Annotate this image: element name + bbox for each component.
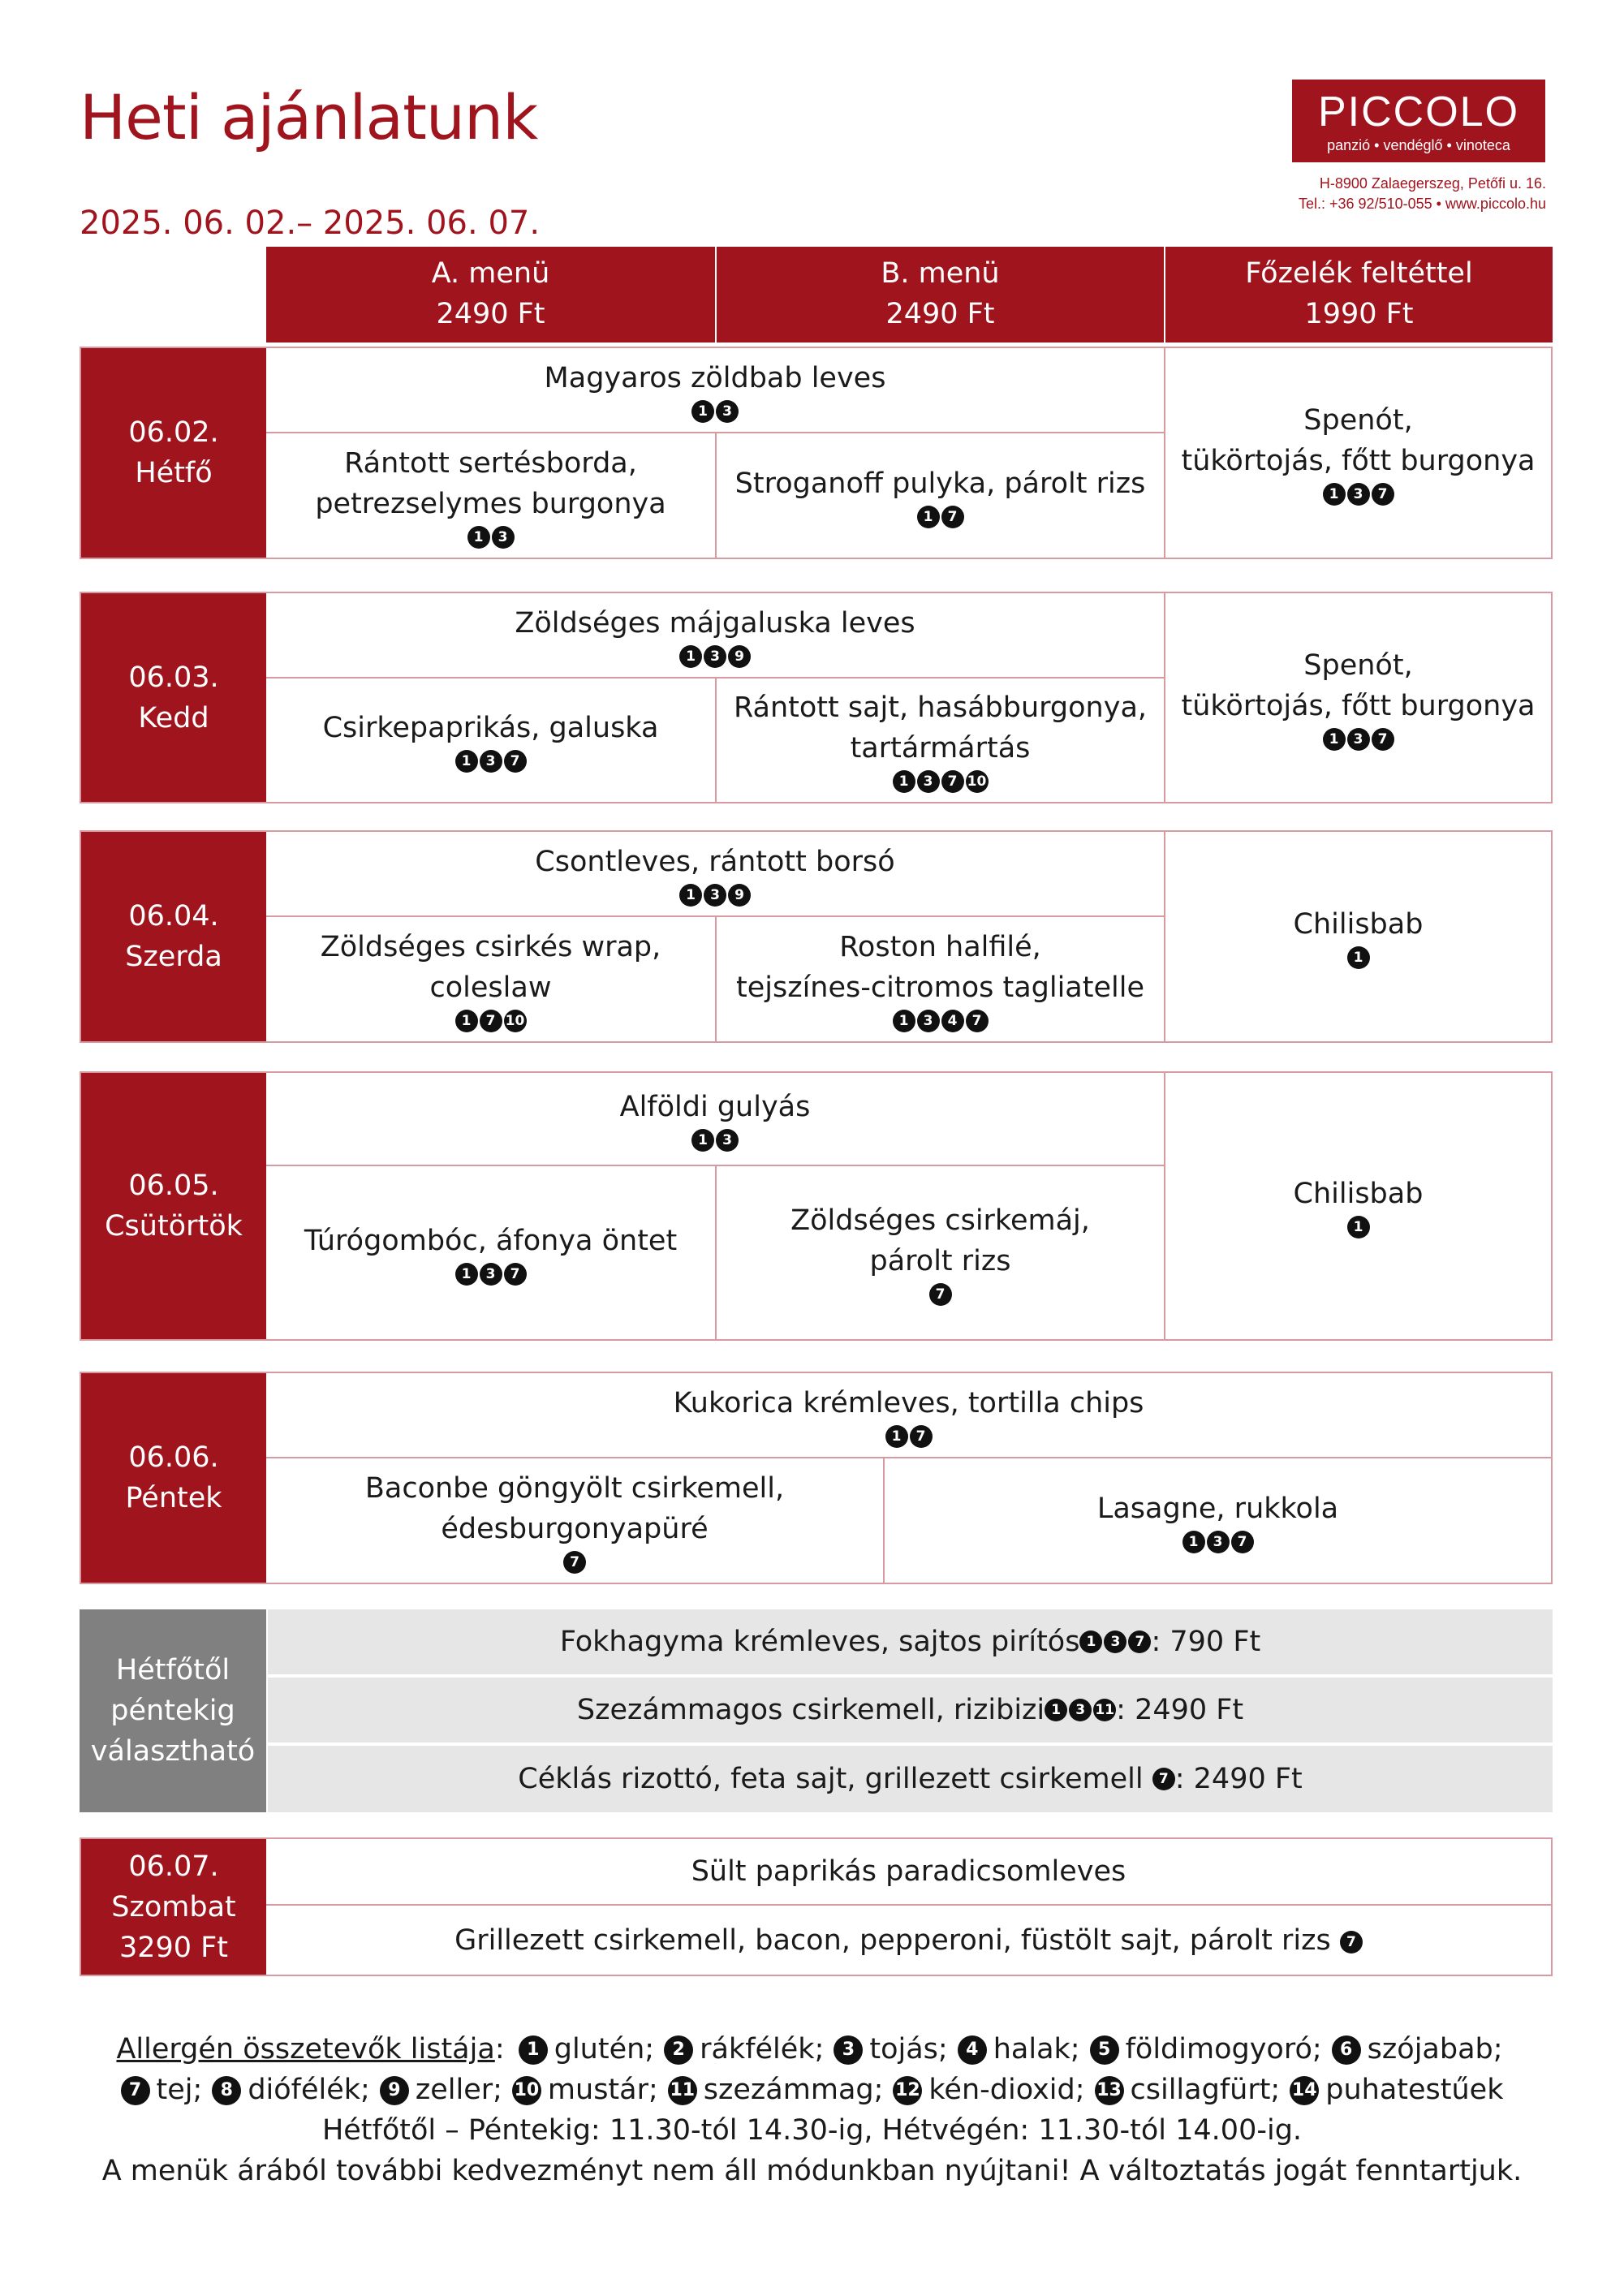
allergen-badges <box>455 1263 527 1286</box>
main-name: Grillezett csirkemell, bacon, pepperoni, füstölt sajt, párolt rizs <box>454 1923 1331 1957</box>
soup-name: Magyaros zöldbab leves <box>544 361 886 394</box>
legend-item <box>893 2074 1084 2106</box>
logo-name: PICCOLO <box>1317 88 1520 136</box>
address-block <box>1299 174 1546 214</box>
allergen-badges <box>1323 483 1394 506</box>
allergen-badges <box>212 2076 241 2105</box>
legend-item <box>958 2033 1080 2066</box>
weekly-item-price: : 2490 Ft <box>1116 1694 1244 1726</box>
allergen-badges <box>668 2076 697 2105</box>
allergen-badge: 3 <box>492 526 515 549</box>
legend-item <box>668 2074 884 2106</box>
allergen-badge: 7 <box>966 1010 989 1032</box>
dish-line: párolt rizs <box>869 1244 1011 1277</box>
allergen-badge: 1 <box>455 750 478 773</box>
allergen-badges <box>1347 946 1370 969</box>
allergen-badge: 3 <box>917 770 940 793</box>
weekly-selection <box>80 1609 1553 1812</box>
day-block <box>80 347 1553 559</box>
dish-line: Spenót, <box>1303 404 1413 437</box>
day-name: Kedd <box>138 701 209 734</box>
column-header-a <box>266 247 715 342</box>
legend-item-name: földimogyoró; <box>1125 2033 1322 2066</box>
legend-item-name: kén-dioxid; <box>928 2074 1085 2106</box>
allergen-badge: 3 <box>1347 483 1370 506</box>
allergen-badge: 3 <box>704 645 726 668</box>
dish-line: Chilisbab <box>1293 1178 1424 1210</box>
soup-name: Alföldi gulyás <box>619 1090 811 1123</box>
legend-item-name: szezámmag; <box>703 2074 884 2106</box>
legend-item <box>664 2033 824 2066</box>
day-date: 06.03. <box>128 661 219 694</box>
allergen-badges <box>679 884 751 907</box>
legend-item-name: puhatestűek <box>1325 2074 1504 2106</box>
legend-item <box>212 2074 370 2106</box>
weekly-item-name: Céklás rizottó, feta sajt, grillezett csirkemell <box>518 1763 1152 1795</box>
soup-name: Csontleves, rántott borsó <box>535 845 895 878</box>
allergen-badges <box>1095 2076 1124 2105</box>
dish-line: Csirkepaprikás, galuska <box>322 712 659 744</box>
discount-notice: A menük árából további kedvezményt nem áll módunkban nyújtani! A változtatás jogát fenntartjuk. <box>101 2155 1523 2187</box>
legend-item-name: glutén; <box>554 2033 655 2066</box>
allergen-badge: 1 <box>893 770 915 793</box>
allergen-badge: 1 <box>455 1263 478 1286</box>
column-name: Főzelék feltéttel <box>1245 257 1473 290</box>
allergen-badge: 7 <box>121 2076 150 2105</box>
allergen-badge: 7 <box>910 1425 933 1448</box>
allergen-badge: 9 <box>380 2076 409 2105</box>
allergen-badge: 2 <box>664 2035 693 2065</box>
saturday-block <box>80 1837 1553 1976</box>
allergen-badge: 1 <box>1347 1216 1370 1238</box>
allergen-badges <box>455 1010 527 1032</box>
allergen-badge: 7 <box>1231 1531 1254 1553</box>
menu-a-cell <box>266 678 715 802</box>
dish-line: petrezselymes burgonya <box>315 487 666 520</box>
allergen-badge: 1 <box>1045 1699 1067 1721</box>
day-date: 06.02. <box>128 416 219 449</box>
legend-item-name: szójabab; <box>1367 2033 1503 2066</box>
allergen-badges <box>519 2035 548 2065</box>
day-label <box>81 1373 266 1583</box>
day-price: 3290 Ft <box>118 1931 229 1964</box>
legend-item <box>1332 2033 1503 2066</box>
allergen-badge: 5 <box>1090 2035 1119 2065</box>
allergen-badge: 1 <box>679 884 702 907</box>
menu-c-cell <box>1165 593 1551 802</box>
allergen-badge: 7 <box>929 1283 952 1306</box>
legend-item-name: mustár; <box>547 2074 658 2106</box>
allergen-badges <box>1090 2035 1119 2065</box>
column-name: B. menü <box>881 257 1000 290</box>
allergen-badge: 1 <box>1079 1630 1102 1653</box>
allergen-badge: 1 <box>467 526 490 549</box>
legend-item <box>834 2033 947 2066</box>
weekly-label-line: Hétfőtől <box>115 1654 230 1686</box>
menu-b-cell <box>717 917 1164 1041</box>
logo-tagline: panzió • vendéglő • vinoteca <box>1327 137 1510 153</box>
allergen-badges <box>1347 1216 1370 1238</box>
weekly-label <box>80 1609 266 1812</box>
weekly-item <box>268 1609 1553 1674</box>
menu-c-cell <box>1165 832 1551 1041</box>
dish-line: Roston halfilé, <box>839 930 1041 963</box>
menu-a-cell <box>266 917 715 1041</box>
allergen-badges <box>929 1283 952 1306</box>
date-range: 2025. 06. 02.– 2025. 06. 07. <box>80 205 541 242</box>
legend-item-name: tej; <box>156 2074 203 2106</box>
menu-b-cell <box>717 678 1164 802</box>
column-price: 1990 Ft <box>1304 298 1414 330</box>
weekly-item-price: : 790 Ft <box>1151 1626 1261 1658</box>
allergen-badge: 1 <box>691 400 714 423</box>
allergen-badges <box>679 645 751 668</box>
column-price: 2490 Ft <box>436 298 545 330</box>
column-price: 2490 Ft <box>885 298 995 330</box>
allergen-badge: 7 <box>941 506 964 528</box>
allergen-badges <box>512 2076 541 2105</box>
allergen-badge: 1 <box>691 1129 714 1152</box>
soup-cell <box>266 593 1164 677</box>
dish-line: Spenót, <box>1303 648 1413 682</box>
allergen-badges <box>1290 2076 1319 2105</box>
logo <box>1292 80 1545 162</box>
allergen-badge: 7 <box>504 1263 527 1286</box>
menu-a-cell <box>266 1166 715 1339</box>
day-date: 06.06. <box>128 1441 219 1474</box>
allergen-badges <box>893 2076 922 2105</box>
soup-name: Sült paprikás paradicsomleves <box>691 1855 1126 1888</box>
allergen-badges <box>1045 1699 1116 1721</box>
allergen-badge: 9 <box>728 645 751 668</box>
allergen-badge: 3 <box>716 1129 739 1152</box>
menu-a-cell <box>266 433 715 558</box>
allergen-badge: 7 <box>941 770 964 793</box>
allergen-badge: 7 <box>504 750 527 773</box>
day-block <box>80 592 1553 803</box>
legend-item <box>519 2033 654 2066</box>
day-date: 06.05. <box>128 1170 219 1202</box>
dish-line: tükörtojás, főtt burgonya <box>1181 689 1536 722</box>
legend-item <box>512 2074 658 2106</box>
dish-line: tartármártás <box>850 732 1031 765</box>
weekly-item-name: Fokhagyma krémleves, sajtos pirítós <box>559 1626 1080 1658</box>
allergen-badge: 3 <box>480 1263 502 1286</box>
allergen-badge: 3 <box>917 1010 940 1032</box>
weekly-item-name: Szezámmagos csirkemell, rizibizi <box>576 1694 1045 1726</box>
weekly-item <box>268 1746 1553 1812</box>
day-name: Péntek <box>125 1482 222 1514</box>
legend-item-name: zeller; <box>415 2074 502 2106</box>
allergen-badge: 7 <box>1372 728 1394 751</box>
dish-line: édesburgonyapüré <box>441 1512 709 1545</box>
allergen-badge: 10 <box>512 2076 541 2105</box>
legend-item-name: csillagfürt; <box>1130 2074 1281 2106</box>
allergen-badge: 1 <box>893 1010 915 1032</box>
dish-line: tükörtojás, főtt burgonya <box>1181 445 1536 477</box>
allergen-badges <box>1340 1931 1363 1954</box>
day-name: Csütörtök <box>105 1210 243 1243</box>
contact: Tel.: +36 92/510-055 • www.piccolo.hu <box>1299 196 1546 212</box>
legend-item-name: tojás; <box>869 2033 948 2066</box>
day-name: Hétfő <box>135 457 213 489</box>
allergen-badge: 7 <box>480 1010 502 1032</box>
allergen-badge: 13 <box>1095 2076 1124 2105</box>
allergen-badges <box>1182 1531 1254 1553</box>
legend-item-name: halak; <box>993 2033 1080 2066</box>
menu-b-cell <box>717 1166 1164 1339</box>
day-block <box>80 830 1553 1043</box>
allergen-badges <box>563 1551 586 1574</box>
weekly-item <box>268 1678 1553 1742</box>
allergen-badge: 1 <box>679 645 702 668</box>
allergen-badge: 1 <box>519 2035 548 2065</box>
menu-c-cell <box>1165 1073 1551 1339</box>
allergen-badge: 3 <box>1347 728 1370 751</box>
day-name: Szombat <box>111 1890 236 1923</box>
allergen-badges <box>834 2035 863 2065</box>
allergen-badge: 9 <box>728 884 751 907</box>
allergen-badges <box>455 750 527 773</box>
dish-line: tejszínes-citromos tagliatelle <box>735 971 1144 1004</box>
day-label <box>81 1839 266 1975</box>
dish-line: Rántott sertésborda, <box>344 446 637 480</box>
dish-line: Zöldséges csirkés wrap, <box>320 930 661 963</box>
weekly-label-line: választható <box>90 1735 256 1768</box>
allergen-badges <box>664 2035 693 2065</box>
allergen-badge: 3 <box>1104 1630 1126 1653</box>
allergen-badges <box>1152 1768 1175 1790</box>
allergen-badges <box>893 1010 989 1032</box>
allergen-badges <box>691 400 739 423</box>
legend-item <box>121 2074 203 2106</box>
allergen-badge: 4 <box>958 2035 987 2065</box>
allergen-badges <box>467 526 515 549</box>
page-title: Heti ajánlatunk <box>80 81 538 153</box>
menu-a-cell <box>266 1458 883 1583</box>
allergen-badge: 10 <box>966 770 989 793</box>
weekly-item-price: : 2490 Ft <box>1174 1763 1303 1795</box>
soup-cell <box>266 1839 1551 1904</box>
soup-cell <box>266 1073 1164 1165</box>
soup-name: Zöldséges májgaluska leves <box>515 606 915 640</box>
allergen-badge: 6 <box>1332 2035 1361 2065</box>
dish-line: Rántott sajt, hasábburgonya, <box>733 691 1148 724</box>
dish-line: Chilisbab <box>1293 908 1424 941</box>
allergen-badges <box>1323 728 1394 751</box>
allergen-badge: 3 <box>716 400 739 423</box>
menu-c-cell <box>1165 348 1551 558</box>
dish-line: Túrógombóc, áfonya öntet <box>304 1224 678 1257</box>
day-name: Szerda <box>125 941 222 973</box>
column-name: A. menü <box>431 257 550 290</box>
day-date: 06.04. <box>128 900 219 933</box>
allergen-badge: 1 <box>1323 483 1346 506</box>
day-label <box>81 593 266 802</box>
legend-item <box>1090 2033 1322 2066</box>
allergen-badge: 12 <box>893 2076 922 2105</box>
allergen-badge: 14 <box>1290 2076 1319 2105</box>
allergen-badges <box>958 2035 987 2065</box>
allergen-badges <box>885 1425 933 1448</box>
dish-line: Zöldséges csirkemáj, <box>790 1204 1090 1237</box>
menu-b-cell <box>885 1458 1551 1583</box>
legend-item-name: rákfélék; <box>700 2033 825 2066</box>
allergen-badge: 1 <box>1323 728 1346 751</box>
allergen-badge: 11 <box>668 2076 697 2105</box>
allergen-badges <box>121 2076 150 2105</box>
address: H-8900 Zalaegerszeg, Petőfi u. 16. <box>1319 175 1546 192</box>
allergen-badge: 1 <box>455 1010 478 1032</box>
soup-cell <box>266 348 1164 432</box>
opening-hours: Hétfőtől – Péntekig: 11.30-tól 14.30-ig, Hétvégén: 11.30-tól 14.00-ig. <box>321 2114 1303 2147</box>
allergen-badge: 10 <box>504 1010 527 1032</box>
allergen-badge: 3 <box>1069 1699 1092 1721</box>
day-label <box>81 832 266 1041</box>
legend-item-name: diófélék; <box>248 2074 370 2106</box>
allergen-badges <box>1079 1630 1151 1653</box>
weekly-label-line: péntekig <box>110 1695 235 1727</box>
dish-line: coleslaw <box>429 971 552 1004</box>
allergen-badge: 8 <box>212 2076 241 2105</box>
day-date: 06.07. <box>128 1850 219 1883</box>
day-block <box>80 1372 1553 1584</box>
allergen-badge: 7 <box>1152 1768 1175 1790</box>
dish-line: Lasagne, rukkola <box>1096 1492 1339 1525</box>
allergen-badges <box>691 1129 739 1152</box>
allergen-badge: 4 <box>941 1010 964 1032</box>
legend-item <box>380 2074 502 2106</box>
allergen-badge: 7 <box>1372 483 1394 506</box>
allergen-badge: 7 <box>1128 1630 1151 1653</box>
allergen-legend: Allergén összetevők listája: 1 glutén; 2 rákfélék; 3 tojás; 4 halak; 5 földimogyoró; 6 szójabab; 7 tej; 8 diófélék; 9 zeller; 10 mustár; 11 szezámmag; 12 kén-dioxid; 13 csillagfürt; 14 puhatestűek <box>116 2033 1504 2106</box>
allergen-badge: 11 <box>1093 1699 1116 1721</box>
column-header-b <box>717 247 1164 342</box>
allergen-badges <box>1332 2035 1361 2065</box>
day-label <box>81 1073 266 1339</box>
legend-item <box>1290 2074 1503 2106</box>
allergen-badges <box>917 506 964 528</box>
allergen-badge: 7 <box>563 1551 586 1574</box>
dish-line: Baconbe göngyölt csirkemell, <box>364 1471 785 1505</box>
soup-cell <box>266 1373 1551 1457</box>
allergen-badge: 7 <box>1340 1931 1363 1954</box>
allergen-badge: 1 <box>885 1425 908 1448</box>
main-cell <box>266 1906 1551 1975</box>
dish-line: Stroganoff pulyka, párolt rizs <box>734 467 1146 500</box>
legend-title: Allergén összetevők listája <box>116 2033 495 2066</box>
day-block <box>80 1071 1553 1341</box>
allergen-badge: 3 <box>704 884 726 907</box>
soup-name: Kukorica krémleves, tortilla chips <box>673 1386 1144 1419</box>
allergen-badges <box>893 770 989 793</box>
column-header-c <box>1165 247 1553 342</box>
allergen-badges <box>380 2076 409 2105</box>
legend-item <box>1095 2074 1281 2106</box>
allergen-badge: 1 <box>1347 946 1370 969</box>
allergen-badge: 1 <box>917 506 940 528</box>
allergen-badge: 3 <box>480 750 502 773</box>
allergen-badge: 3 <box>1207 1531 1230 1553</box>
allergen-badge: 1 <box>1182 1531 1205 1553</box>
soup-cell <box>266 832 1164 915</box>
menu-b-cell <box>717 433 1164 558</box>
day-label <box>81 348 266 558</box>
allergen-badge: 3 <box>834 2035 863 2065</box>
